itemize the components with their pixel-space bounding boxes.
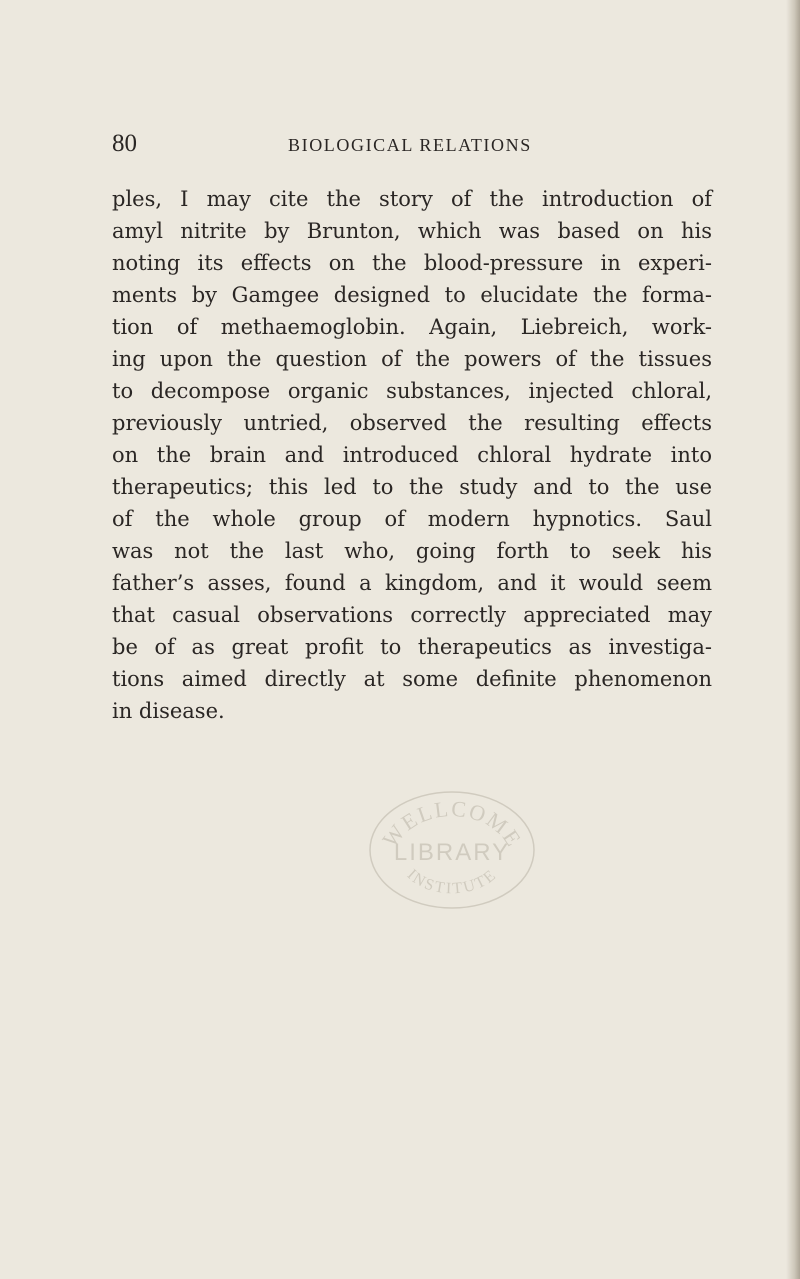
page-edge-shadow (786, 0, 800, 1279)
text-line: that casual observations correctly appreciated may (112, 603, 712, 627)
text-line: in disease. (112, 699, 225, 723)
svg-text:INSTITUTE (404, 866, 501, 897)
library-stamp-icon (362, 780, 542, 910)
text-line: was not the last who, going forth to seek his (112, 539, 712, 563)
page-header (112, 130, 692, 160)
running-head: BIOLOGICAL RELATIONS (288, 135, 532, 155)
text-line: ing upon the question of the powers of the tissues (112, 347, 712, 371)
text-line: ments by Gamgee designed to elucidate the forma- (112, 283, 712, 307)
text-line: be of as great profit to therapeutics as investiga- (112, 635, 712, 659)
text-line: tions aimed directly at some definite phenomenon (112, 667, 712, 691)
text-line: on the brain and introduced chloral hydrate into (112, 443, 712, 467)
text-line: ples, I may cite the story of the introduction of (112, 187, 712, 211)
page-number: 80 (112, 130, 137, 157)
text-line: father’s asses, found a kingdom, and it would seem (112, 571, 712, 595)
text-line: to decompose organic substances, injected chloral, (112, 379, 712, 403)
stamp-top-text: WELLCOME (377, 795, 528, 852)
text-line: of the whole group of modern hypnotics. Saul (112, 507, 712, 531)
text-line: noting its effects on the blood-pressure in experi- (112, 251, 712, 275)
stamp-bottom-text: INSTITUTE (403, 866, 501, 898)
text-line: amyl nitrite by Brunton, which was based on his (112, 219, 712, 243)
body-paragraph (112, 183, 712, 727)
text-line: therapeutics; this led to the study and to the use (112, 475, 712, 499)
text-line: tion of methaemoglobin. Again, Liebreich, work- (112, 315, 712, 339)
stamp-middle-text: LIBRARY (393, 839, 511, 866)
text-line: previously untried, observed the resulting effects (112, 411, 712, 435)
